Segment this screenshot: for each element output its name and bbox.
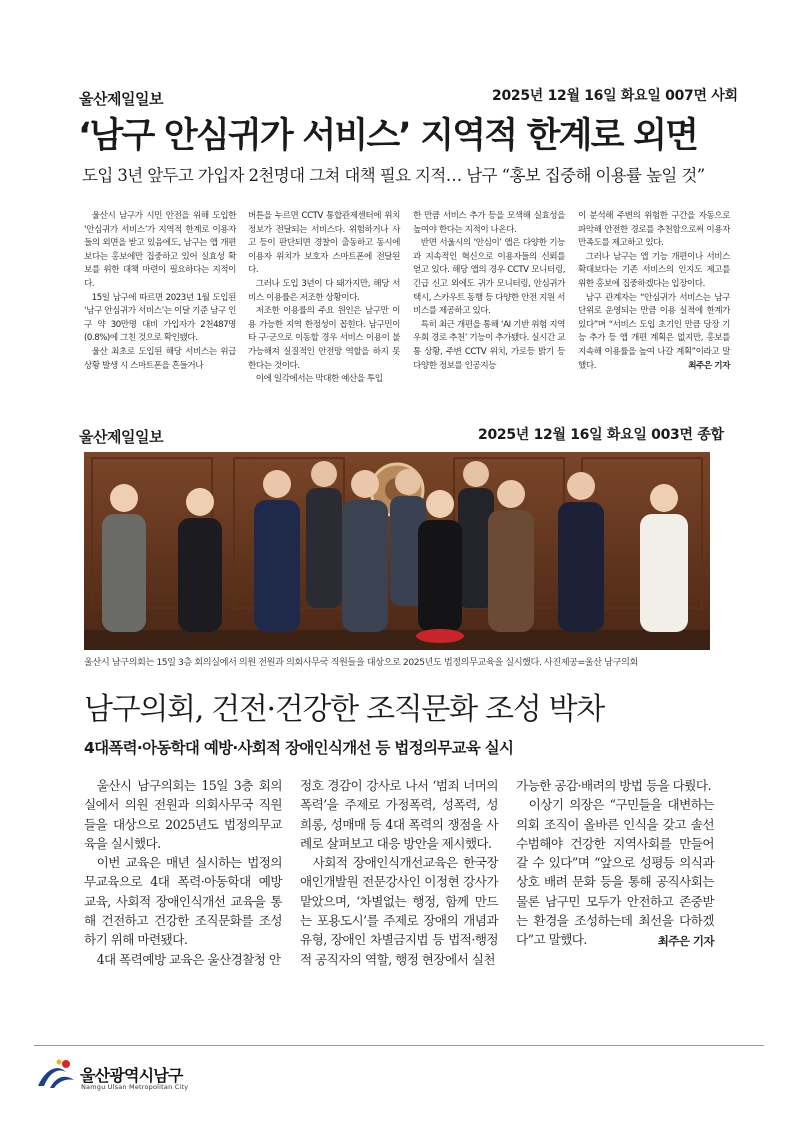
article2-column-2 bbox=[300, 776, 498, 969]
article2-paragraph: 사회적 장애인식개선교육은 한국장애인개발원 전문강사인 이정현 강사가 맡았으며, ‘차별없는 행정, 함께 만드는 포용도시’를 주제로 장애의 개념과 유형, 장애인 차별금지법 등 법적·행정적 공직자의 역할, 행정 현장에서 실천 bbox=[300, 855, 498, 967]
footer-divider bbox=[34, 1045, 764, 1046]
article1-dateline: 2025년 12월 16일 화요일 007면 사회 bbox=[492, 88, 738, 104]
article2-column-3 bbox=[516, 776, 714, 951]
article1-subheadline: 도입 3년 앞두고 가입자 2천명대 그쳐 대책 필요 지적… 남구 “홍보 집중해 이용률 높일 것” bbox=[82, 166, 705, 185]
article2-column-1 bbox=[84, 776, 282, 969]
article2-byline: 최주은 기자 bbox=[657, 933, 714, 948]
article1-paragraph: 저조한 이용률의 주요 원인은 남구만 이용 가능한 지역 한정성이 꼽힌다. 남구민이 타 구·군으로 이동할 경우 서비스 이용이 불가능해져 실질적인 안전망 역할을 하지 못한다는 것이다. bbox=[248, 306, 400, 371]
article1-column-4 bbox=[578, 210, 730, 374]
article2-paragraph: 가능한 공감·배려의 방법 등을 다뤘다. bbox=[516, 778, 711, 793]
article1-paragraph: 반면 서울시의 ‘안심이’ 앱은 다양한 기능과 지속적인 혁신으로 이용자들의 신뢰를 얻고 있다. 해당 앱의 경우 CCTV 모니터링, 긴급 신고 외에도 귀가 모니터링, 안심귀가 택시, 스카우트 동행 등 다양한 안전 지원 서비스를 제공하고 있다. bbox=[413, 238, 565, 317]
namgu-logo-icon bbox=[36, 1058, 76, 1090]
article2-paragraph: 이상기 의장은 “구민들을 대변하는 의회 조직이 올바른 인식을 갖고 솔선수범해야 건강한 지역사회를 만들어 갈 수 있다”며 “앞으로 성평등 의식과 상호 배려 문화 등을 통해 공직사회는 물론 남구민 모두가 안전하고 존중받는 환경을 조성하는데 최선을 다하겠다”고 말했다. bbox=[516, 797, 714, 948]
article1-paragraph: 이에 일각에서는 막대한 예산을 투입 bbox=[255, 374, 383, 385]
article1-headline: ‘남구 안심귀가 서비스’ 지역적 한계로 외면 bbox=[78, 116, 698, 156]
article1-paragraph: 한 만큼 서비스 추가 등을 모색해 실효성을 높여야 한다는 지적이 나온다. bbox=[413, 211, 565, 235]
article2-paragraph: 4대 폭력예방 교육은 울산경찰청 안 bbox=[96, 951, 281, 967]
article1-column-1 bbox=[84, 210, 236, 373]
article1-paper-name: 울산제일일보 bbox=[79, 90, 163, 108]
group-photo bbox=[84, 452, 710, 650]
group-photo-illustration bbox=[84, 452, 710, 650]
article1-paragraph: 버튼을 누르면 CCTV 통합관제센터에 위치 정보가 전달되는 서비스다. 위험하거나 사고 등이 판단되면 경찰이 출동하고 동시에 이용자 위치가 보호자 스마트폰에 전달된다. bbox=[248, 211, 400, 276]
article1-paragraph: 특히 최근 개편을 통해 ‘AI 기반 위험 지역 우회 경로 추천’ 기능이 추가됐다. 실시간 교통 상황, 주변 CCTV 위치, 가로등 밝기 등 다양한 정보를 인공지능 bbox=[413, 319, 565, 371]
article1-column-3 bbox=[413, 210, 565, 373]
article1-paragraph: 그러나 도입 3년이 다 돼가지만, 해당 서비스 이용률은 저조한 상황이다. bbox=[248, 278, 400, 303]
article2-subheadline: 4대폭력·아동학대 예방·사회적 장애인식개선 등 법정의무교육 실시 bbox=[84, 739, 514, 757]
article1-paragraph: 15일 남구에 따르면 2023년 1월 도입된 ‘남구 안심귀가 서비스’는 이달 기준 남구 인구 약 30만명 대비 가입자가 2천487명(0.8%)에 그친 것으로 확인됐다. bbox=[84, 292, 236, 344]
article1-column-2 bbox=[248, 210, 400, 387]
footer-logo-text: 울산광역시남구 bbox=[80, 1066, 183, 1085]
article2-dateline: 2025년 12월 16일 화요일 003면 종합 bbox=[478, 427, 724, 443]
footer-logo-subtext: Namgu Ulsan Metropolitan City bbox=[81, 1083, 189, 1091]
article1-paragraph: 남구 관계자는 “안심귀가 서비스는 남구 단위로 운영되는 만큼 이용 실적에 한계가 있다”며 “서비스 도입 초기인 만큼 당장 기능 추가 등 앱 개편 계획은 없지만, 홍보를 지속해 이용률을 높여 나갈 계획”이라고 말했다. bbox=[578, 292, 730, 371]
article2-paragraph: 정호 경감이 강사로 나서 ‘범죄 너머의 폭력’을 주제로 가정폭력, 성폭력, 성희롱, 성매매 등 4대 폭력의 쟁점을 사례로 살펴보고 대응 방안을 제시했다. bbox=[300, 778, 498, 851]
article1-paragraph: 울산시 남구가 시민 안전을 위해 도입한 ‘안심귀가 서비스’가 지역적 한계로 이용자들의 외면을 받고 있음에도, 남구는 앱 개편보다는 홍보에만 집중하고 있어 실효성 확보를 위한 대책 마련이 필요하다는 지적이다. bbox=[84, 211, 236, 289]
article1-paragraph: 울산 최초로 도입된 해당 서비스는 위급 상황 발생 시 스마트폰을 흔들거나 bbox=[84, 346, 236, 371]
article2-paragraph: 이번 교육은 매년 실시하는 법정의무교육으로 4대 폭력·아동학대 예방 교육, 사회적 장애인식개선 교육을 통해 건전하고 건강한 조직문화를 조성하기 위해 마련됐다. bbox=[84, 855, 282, 948]
article1-paragraph: 그러나 남구는 앱 기능 개편이나 서비스 확대보다는 기존 서비스의 인지도 제고를 위한 홍보에 집중하겠다는 입장이다. bbox=[578, 251, 730, 289]
article1-byline: 최주은 기자 bbox=[688, 361, 730, 372]
photo-caption: 울산시 남구의회는 15일 3층 회의실에서 의원 전원과 의회사무국 직원들을 대상으로 2025년도 법정의무교육을 실시했다. 사진제공=울산 남구의회 bbox=[84, 657, 638, 668]
article2-paragraph: 울산시 남구의회는 15일 3층 회의실에서 의원 전원과 의회사무국 직원들을 대상으로 2025년도 법정의무교육을 실시했다. bbox=[84, 778, 282, 851]
article2-headline: 남구의회, 건전·건강한 조직문화 조성 박차 bbox=[84, 692, 604, 727]
article1-paragraph: 이 분석해 주변의 위험한 구간을 자동으로 파악해 안전한 경로를 추천함으로써 이용자 만족도를 제고하고 있다. bbox=[578, 211, 730, 249]
article2-paper-name: 울산제일일보 bbox=[79, 428, 163, 446]
